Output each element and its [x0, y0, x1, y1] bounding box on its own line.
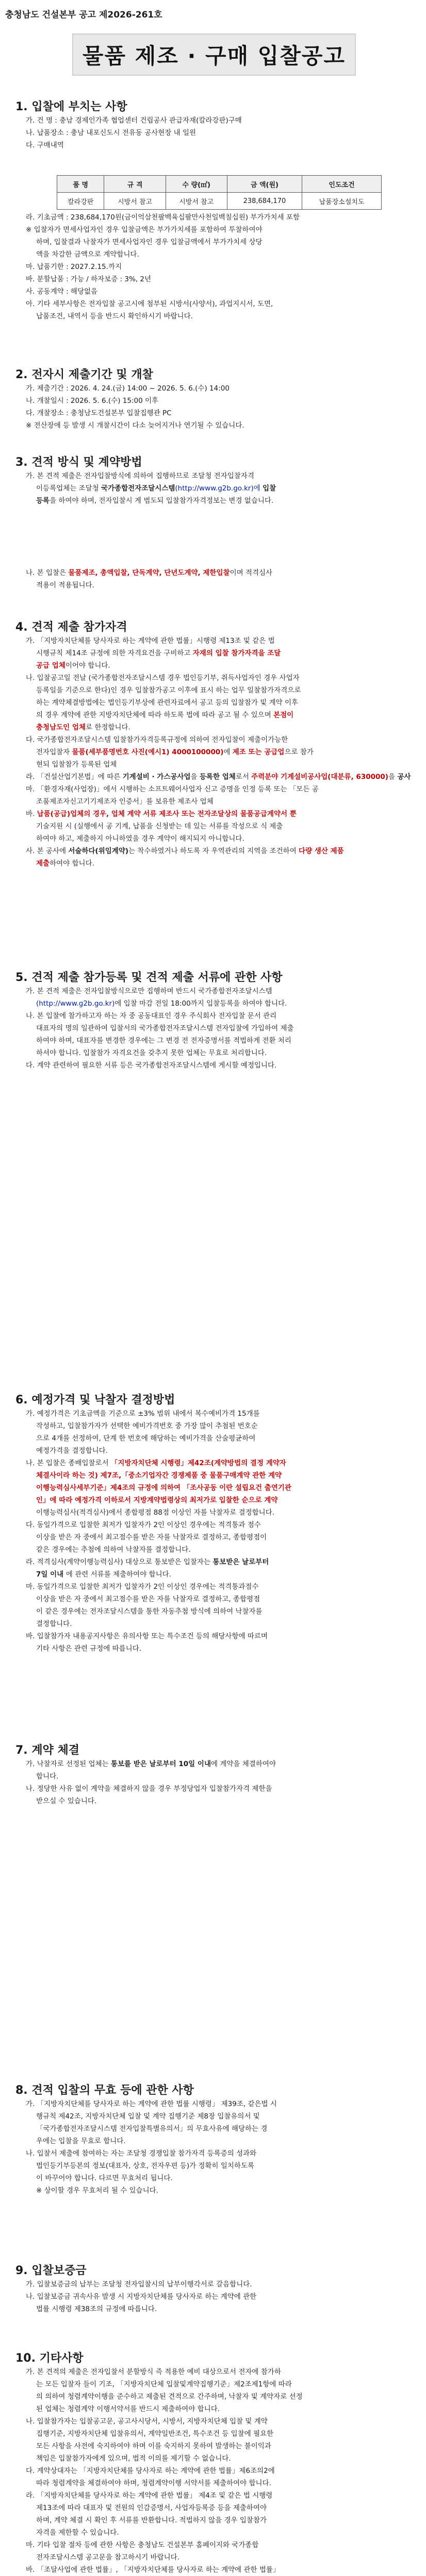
- s10-line: 전자조달시스템 공고문을 참고하시기 바랍니다.: [36, 2553, 179, 2562]
- s6-line: 다. 동일가격으로 입찰한 최저가 입찰자가 2인 이상인 경우에는 적격통과 점수: [26, 1521, 261, 1529]
- s6-line: 이상을 받은 자 중에서 최고점수를 받은 자를 낙찰자로 결정하고, 종합평점이: [36, 1533, 267, 1541]
- s1-line: 액을 차감한 금액으로 계약합니다.: [36, 250, 139, 259]
- s8-line: 우에는 입찰을 무효로 합니다.: [36, 2137, 126, 2145]
- table-cell: 시방서 참고: [166, 193, 227, 210]
- s5-line: 대표자의 명의 일관하여 입찰서의 국가종합전자조달시스템 전자입찰에 가입하여 제출: [36, 1024, 294, 1032]
- s1-line: 납품조건, 내역서 등을 반드시 확인하시기 바랍니다.: [36, 312, 193, 320]
- s8-line: ※ 상이할 경우 무효처리 될 수 있습니다.: [36, 2187, 158, 2195]
- s3-line: 등록을 하여야 하며, 전자입찰시 게 범도되 입찰참가자격정보는 변경 없습니다.: [36, 497, 274, 505]
- s5-line: 하여야 하며, 대표자를 변경한 경우에는 그 변경 전 전자증명서를 적법하게 전환 처리: [36, 1037, 291, 1045]
- s4-line: 사. 본 공사에 서술하다(위임계약)는 착수하였거나 하도록 자 우역관리의 지역을 조건하여 다량 생산 제품: [26, 847, 344, 855]
- s4-line: 충청남도인 업체로 한정합니다.: [36, 723, 130, 732]
- s6-line: 예정가격을 결정합니다.: [36, 1447, 108, 1455]
- section-3-body-2: [15, 567, 413, 591]
- s6-line: 체결사이라 하는 것) 제7조,「중소기업자간 경쟁제품 중 물품구매계약 관한 계약: [36, 1471, 282, 1480]
- s1-line: 가. 건 명 : 충남 경제인가족 협업센터 건립공사 관급자재(칼라강판)구매: [26, 116, 242, 125]
- s5-line: 나. 본 입찰에 참가하고자 하는 자 중 공동대표인 경우 주식회사 전자입찰 문서 관리: [26, 1012, 277, 1020]
- s8-line: 이 바꾸어야 합니다. 다르면 무효처리 됩니다.: [36, 2174, 173, 2182]
- s6-line: 작성하고, 입찰참가자가 선택한 예비가격번호 중 가장 많이 추첨된 번호순: [36, 1422, 258, 1430]
- s1-line: 사. 공동계약 : 해당없음: [26, 287, 98, 296]
- s6-line: 인」에 따라 예정가격 이하로서 지방계약법령상의 최저가로 입찰한 순으로 계약: [36, 1496, 278, 1504]
- table-header: 수 량(㎡): [166, 176, 227, 193]
- table-cell: 시방서 참고: [104, 193, 166, 210]
- s2-line: 나. 개찰일시 : 2026. 5. 6.(수) 15:00 이후: [26, 397, 159, 405]
- s1-line: 라. 기초금액 : 238,684,170원(금이억삼천팔백육십팔만사천일백칠십원) 부가가치세 포함: [26, 213, 300, 222]
- section-3-body: [15, 470, 413, 507]
- section-5-heading: 5. 견적 제출 참가등록 및 견적 제출 서류에 관한 사항: [15, 971, 283, 984]
- section-4-body: [15, 635, 413, 870]
- s10-line: 된 업체는 청렴계약 이행서약서를 반드시 제출하여야 합니다.: [36, 2405, 220, 2413]
- purchase-table: [57, 175, 382, 210]
- table-row: [57, 193, 382, 210]
- s10-line: 따라 청렴계약을 체결하여야 하며, 청렴계약이행 서약서를 제출하여야 합니다.: [36, 2479, 271, 2487]
- g2b-link[interactable]: (http://www.g2b.go.kr)에: [175, 484, 263, 493]
- s4-line: 다. 국가종합전자조달시스템 입찰참가자격등록규정에 의하여 전자입찰이 제출이가능한: [26, 736, 288, 744]
- s3-line: 이등록업체는 조달청 국가종합전자조달시스템(http://www.g2b.go.kr)에 입찰: [36, 484, 276, 493]
- s3-line: 적용이 적용됩니다.: [36, 581, 94, 589]
- s10-line: 가. 본 견적의 제출은 전자입찰서 분할방식 즉 적용한 예비 대상으로서 전자에 참가하: [26, 2368, 281, 2376]
- section-7-heading: 7. 계약 체결: [15, 1744, 79, 1757]
- table-cell: 납품장소설치도: [302, 193, 382, 210]
- s10-line: 책임은 입찰참가자에게 있으며, 법적 이의를 제기할 수 없습니다.: [36, 2454, 231, 2463]
- title-box: [72, 33, 356, 76]
- s4-line: 제출하여야 합니다.: [36, 859, 94, 868]
- s4-line: 나. 입찰공고일 전날 (국가종합전자조달시스템 경우 법인등기부, 취득사업자인 경우 사업자: [26, 674, 300, 682]
- table-header: 품 명: [57, 176, 104, 193]
- s10-line: 라. 「지방자치단체를 당사자로 하는 계약에 관한 법률」 제4조 및 같은 법 시행령: [26, 2492, 273, 2500]
- s3-line: 나. 본 입찰은 물품제조, 총액입찰, 단독계약, 단년도계약, 제한입찰이며 적격심사: [26, 569, 273, 577]
- s4-line: 하는 계약체결방법에는 법인등기부상에 관련자료에서 공고 등의 입찰참가 및 계약 이후: [36, 699, 299, 707]
- s6-line: 바. 입찰참가자 내용공지사항은 유의사항 또는 특수조건 등의 해당사항에 따르며: [26, 1632, 268, 1640]
- s6-line: 이상을 받은 자 중에서 최고점수를 받은 자를 낙찰자로 결정하고, 종합평점: [36, 1595, 260, 1603]
- s4-line: 가. 「지방자치단체를 당사자로 하는 계약에 관한 법률」시행령 제13조 및 같은 법: [26, 637, 275, 645]
- s8-line: 나. 입찰서 제출에 참여하는 자는 조달청 경쟁입찰 참가자격 등록증의 성과와: [26, 2149, 257, 2158]
- section-10-heading: 10. 기타사항: [15, 2352, 84, 2365]
- table-header: 규 격: [104, 176, 166, 193]
- s8-line: 행규칙 제42조, 지방자치단체 입찰 및 계약 집행기준 제8장 입찰유의서 및: [36, 2112, 260, 2121]
- s1-line: 바. 분할납품 : 가능 / 하자보증 : 3%, 2년: [26, 275, 152, 283]
- s4-line: 하여야 하고, 제출하지 아니하였을 경우 계약이 해지되지 아니합니다.: [36, 835, 244, 843]
- s4-line: 현되 입찰참가 등록된 업체: [36, 760, 117, 769]
- s4-line: 시행규칙 제14조 규정에 의한 자격요건을 구비하고 자재의 입찰 참가자격을 조달: [36, 649, 281, 657]
- s6-line: 결정합니다.: [36, 1620, 72, 1628]
- s10-line: 모든 사항을 사전에 숙지하여야 하며 이를 숙지하지 못하여 발생하는 불이익과: [36, 2442, 271, 2450]
- s4-line: 등록일을 기준으로 한다)인 경우 입찰참가공고 이후에 표시 하는 업무 일찰참가자격으로: [36, 686, 301, 694]
- s5-line: 하셔야 합니다. 입찰참가 자격요건을 갖추지 못한 업체는 무효로 처리합니다.: [36, 1049, 267, 1057]
- s6-line: 같은 경우에는 추첨에 의하여 낙찰자를 결정합니다.: [36, 1546, 191, 1554]
- s7-line: 가. 낙찰자로 선정된 업체는 통보를 받은 날로부터 10일 이내에 계약을 체결하여야: [26, 1760, 276, 1768]
- s7-line: 나. 정당한 사유 없이 계약을 체결하지 않을 경우 부정당업자 입찰참가자격 제한을: [26, 1785, 272, 1793]
- s8-line: 「국가종합전자조달시스템 전자입찰특별유의서」의 무효사유에 해당하는 경: [36, 2125, 268, 2133]
- s5-line: (http://www.g2b.go.kr)에 입찰 마감 전일 18:00까지 입찰등록을 하여야 합니다.: [36, 999, 287, 1008]
- section-2-body: [15, 382, 413, 432]
- s10-line: 다. 계약상대자는 「지방자치단체를 당사자로 하는 계약에 관한 법률」제6조의2에: [26, 2467, 275, 2475]
- s6-line: 으로 4개를 선정하여, 단계 한 번호에 해당하는 예비가격을 산술평균하여: [36, 1434, 256, 1443]
- s1-line: ※ 입찰자가 면세사업자인 경우 입찰금액은 부가가치세를 포함하여 투찰하여야: [26, 226, 263, 234]
- s7-line: 받으실 수 있습니다.: [36, 1797, 97, 1805]
- s6-line: 기타 사항은 관련 규정에 따릅니다.: [36, 1645, 142, 1653]
- s10-line: 집행기준, 지방자치단체 입찰유의서, 계약일반조건, 특수조건 등 입찰에 필요한: [36, 2430, 274, 2438]
- page-title: 물품 제조 · 구매 입찰공고: [82, 43, 346, 69]
- s6-line: 마. 동일가격으로 입찰한 최저가 입찰자가 2인 이상인 경우에는 적격통과점수: [26, 1583, 259, 1591]
- s1-line: 마. 납품기한 : 2027.2.15.까지: [26, 263, 122, 271]
- section-6-body: [15, 1408, 413, 1655]
- s4-line: 기술지원 시 (실행에서 공 기계, 납품을 신청받는 데 있는 서류를 작성으로 식 제출: [36, 822, 283, 831]
- s9-line: 나. 입찰보증금 귀속사유 발생 시 지방자치단체를 당사자로 하는 계약에 관한: [26, 2293, 257, 2301]
- s10-line: 하며, 계약 체결 시 확인 후 서류를 반환합니다. 적법하지 않을 경우 입찰참가: [36, 2516, 267, 2524]
- section-6-heading: 6. 예정가격 및 낙찰자 결정방법: [15, 1394, 175, 1406]
- s6-line: 가. 예정가격은 기초금액을 기준으로 ±3% 범위 내에서 복수예비가격 15개를: [26, 1410, 260, 1418]
- s6-line: 이행능력심사세부기준」제4조의 규정에 의하여 「조사공동 이란 설립요건 출연기관: [36, 1484, 291, 1492]
- s6-line: 라. 적격심사(계약이행능력심사) 대상으로 통보받은 입찰자는 통보받은 날로부터: [26, 1558, 269, 1566]
- s4-line: 바. 납품(공급)업체의 경우, 업체 계약 서류 제조사 또는 전자조달상의 물품공급계약서 뿐: [26, 810, 297, 818]
- s1-line: 다. 구매내역: [26, 141, 64, 149]
- s5-line: 가. 본 견적 제출은 전자입찰방식으로만 집행하며 반드시 국가종합전자조달시스템: [26, 987, 272, 995]
- table-header: 금 액(원): [227, 176, 302, 193]
- section-3-heading: 3. 견적 방식 및 계약방법: [15, 456, 142, 469]
- s10-line: 의 의하여 청렴계약이행을 준수하고 제출된 견적으로 간주하며, 낙찰자 및 계약자로 선정: [36, 2393, 303, 2401]
- s10-line: 는 모든 입찰자 들이 기조, 「지방자치단체 입찰및계약집행기준」제2조제1항에 따라: [36, 2380, 292, 2388]
- s8-line: 법인등기부등본의 정보(대표자, 상호, 전자우편 등)가 정확히 일치하도록: [36, 2162, 255, 2170]
- s10-line: 자격을 제한할 수 있습니다.: [36, 2529, 119, 2537]
- s6-line: 나. 본 입찰은 종배입찰로서 「지방자치단체 시행령」제42조(계약방법의 결정 계약자: [26, 1459, 286, 1467]
- s6-line: 이 같은 경우에는 전자조달시스템을 통한 자동추첨 방식에 의하여 낙찰자를: [36, 1607, 263, 1616]
- table-cell: 칼라강판: [57, 193, 104, 210]
- s5-line: 다. 계약 관련하여 필요한 서류 등은 국가종합전자조달시스템에 게시할 예정입니다.: [26, 1061, 277, 1070]
- s8-line: 가. 「지방자치단체를 당사자로 하는 계약에 관한 법률 시행령」 제39조, 같은법 시: [26, 2100, 277, 2108]
- s9-line: 가. 입찰보증금의 납부는 조달청 전자입찰시의 납부이행각서로 갈음합니다.: [26, 2280, 252, 2289]
- s4-line: 공급 업체이어야 합니다.: [36, 662, 110, 670]
- g2b-link[interactable]: (http://www.g2b.go.kr): [36, 999, 115, 1008]
- s2-line: 가. 제출기간 : 2026. 4. 24.(금) 14:00 ~ 2026. 5. 6.(수) 14:00: [26, 384, 230, 393]
- section-1-body: [15, 114, 413, 151]
- s1-line: 하며, 입찰결과 낙찰자가 면세사업자인 경우 입찰금액에서 부가가치세 상당: [36, 238, 263, 246]
- s2-line: 다. 개찰장소 : 충청남도건설본부 입찰집행관 PC: [26, 409, 172, 417]
- section-9-heading: 9. 입찰보증금: [15, 2264, 87, 2277]
- s7-line: 합니다.: [36, 1772, 59, 1781]
- section-8-heading: 8. 견적 입찰의 무효 등에 관한 사항: [15, 2084, 194, 2097]
- table-header-row: [57, 176, 382, 193]
- s6-line: 7일 이내 에 관련 서류를 제출하여야 합니다.: [36, 1570, 171, 1579]
- section-7-body: [15, 1758, 413, 1807]
- section-4-heading: 4. 견적 제출 참가자격: [15, 621, 127, 634]
- s2-line: ※ 전산장애 등 발생 시 개찰시간이 다소 늦어지거나 연기될 수 있습니다.: [26, 421, 244, 430]
- s4-line: 전자입찰자 물품(세부품명번호 사진(예시1) 4000100000)에 제조 또는 공급업으로 참가: [36, 748, 314, 756]
- s4-line: 라. 「건설산업기본법」에 따른 기계설비 · 가스공사업을 등록한 업체로서 주력분야 기계설비공사업(대분류, 630000)을 공사: [26, 773, 411, 781]
- s4-line: 조품제조자신고기기제조자 인증서」를 보유한 제조사 업체: [36, 798, 214, 806]
- s1-line: 아. 기타 세부사항은 전자입찰 공고시에 첨부된 시방서(사양서), 과업지시서, 도면,: [26, 300, 273, 308]
- s10-line: 마. 기타 입찰 절차 등에 관한 사항은 충청남도 건설본부 홈페이지와 국가종합: [26, 2541, 259, 2549]
- notice-number: 충청남도 건설본부 공고 제2026-261호: [5, 10, 162, 20]
- section-10-body: [15, 2366, 413, 2576]
- section-1-heading: 1. 입찰에 부치는 사항: [15, 100, 127, 113]
- section-1-details: [15, 211, 413, 323]
- s10-line: 나. 입찰참가자는 입찰공고문, 공고사시당서, 시방서, 지방자치단체 입찰 및 계약: [26, 2417, 268, 2426]
- s10-line: 제13조에 따라 대표자 및 전원의 인감증명서, 사업자등록증 등을 제출하여야: [36, 2504, 267, 2512]
- s3-line: 가. 본 견적 제출은 전자입찰방식에 의하여 집행하므로 조달청 전자입찰자격: [26, 472, 254, 480]
- section-8-body: [15, 2098, 413, 2197]
- s10-line: 바. 「조달사업에 관한 법률」, 「지방자치단체를 당사자로 하는 계약에 관한 법률」: [26, 2566, 280, 2574]
- section-9-body: [15, 2278, 413, 2315]
- section-5-body: [15, 985, 413, 1072]
- table-header: 인도조건: [302, 176, 382, 193]
- s9-line: 법률 시행령 제38조의 규정에 따릅니다.: [36, 2305, 157, 2313]
- s6-line: 이행능력심사(적격심사)에서 종합평점 88점 이상인 자를 낙찰자로 결정합니다.: [36, 1509, 275, 1517]
- table-cell: 238,684,170: [227, 193, 302, 210]
- section-2-heading: 2. 전자시 제출기간 및 개찰: [15, 368, 153, 381]
- s4-line: 의 경우 계약에 관한 지방자치단체에 따라 하도록 법에 따라 공고 될 수 있으며 본점이: [36, 711, 294, 719]
- s1-line: 나. 납품장소 : 충남 내포신도시 전유동 공사현장 내 일원: [26, 129, 196, 137]
- s4-line: 마. 「환경자재(사업장)」에서 시행하는 소프트웨어사업자 신고 증명을 인정 등록 또는 「모든 공: [26, 785, 319, 793]
